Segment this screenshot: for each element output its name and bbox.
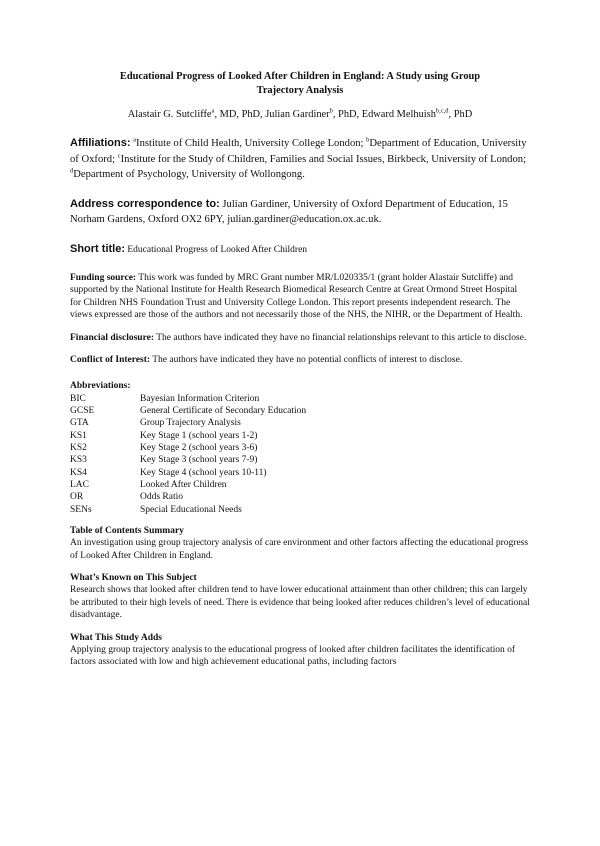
list-item <box>70 454 530 466</box>
document-page <box>0 70 600 846</box>
toc-summary-text: An investigation using group trajectory analysis of care environment and other factors affecting the educational progress of Looked After Children in England. <box>70 538 529 561</box>
title-line-1: Educational Progress of Looked After Children in England: A Study using Group <box>119 71 481 82</box>
abbr-desc: Group Trajectory Analysis <box>140 418 241 429</box>
abbr-desc: Key Stage 4 (school years 10-11) <box>140 467 267 478</box>
affil-a: Institute of Child Health, University College London; <box>136 138 367 149</box>
conflict-of-interest <box>70 354 530 366</box>
list-item <box>70 504 530 516</box>
study-adds-section <box>70 632 530 669</box>
abbreviations-heading: Abbreviations: <box>70 381 131 392</box>
abbr-desc: Key Stage 1 (school years 1-2) <box>140 430 258 441</box>
author-name: Edward Melhuish <box>361 109 436 120</box>
funding-label: Funding source: <box>70 273 137 283</box>
affiliations-label: Affiliations: <box>70 137 131 149</box>
author-affil-mark: b <box>329 107 333 115</box>
affil-mark-c: c <box>117 151 121 159</box>
abbr-code: KS1 <box>70 430 87 441</box>
abbr-code: KS3 <box>70 455 87 466</box>
list-item <box>70 442 530 454</box>
financial-label: Financial disclosure: <box>70 332 155 343</box>
abbr-desc: Special Educational Needs <box>140 504 242 515</box>
author-degrees: , PhD <box>448 109 473 120</box>
conflict-text: The authors have indicated they have no potential conflicts of interest to disclose. <box>150 355 463 366</box>
address-text: Julian Gardiner, University of Oxford Department of Education, 15 Norham Gardens, Oxford OX2 6PY, julian.gardiner@education.ox.ac.uk. <box>70 198 508 225</box>
list-item <box>70 479 530 491</box>
affil-c: Institute for the Study of Children, Families and Social Issues, Birkbeck, University of London; <box>120 153 527 165</box>
abbr-code: BIC <box>70 393 86 404</box>
abbreviations-section <box>70 380 530 515</box>
study-adds-heading: What This Study Adds <box>70 632 162 643</box>
correspondence-address <box>70 197 530 228</box>
abbr-code: GCSE <box>70 406 95 417</box>
abbreviations-list <box>70 393 530 516</box>
list-item <box>70 467 530 479</box>
list-item <box>70 393 530 405</box>
affil-mark-d: d <box>70 167 74 175</box>
affil-mark-b: b <box>366 136 370 144</box>
address-label: Address correspondence to: <box>70 197 220 210</box>
affil-mark-a: a <box>133 136 137 144</box>
financial-disclosure <box>70 332 530 344</box>
whats-known-text: Research shows that looked after children tend to have lower educational attainment than other children; this can largely be attributed to their high levels of need. There is evidence that being looked after reduces children’s level of educational disadvantage. <box>70 585 530 621</box>
toc-summary-section <box>70 525 530 562</box>
financial-text: The authors have indicated they have no financial relationships relevant to this article to disclose. <box>154 332 527 343</box>
abbr-code: KS4 <box>70 467 87 478</box>
whats-known-heading: What’s Known on This Subject <box>70 573 197 584</box>
abbr-code: KS2 <box>70 443 87 454</box>
author-list <box>70 108 530 122</box>
short-title-text: Educational Progress of Looked After Children <box>125 244 308 255</box>
abbr-desc: Looked After Children <box>140 479 227 490</box>
affil-d: Department of Psychology, University of Wollongong. <box>73 169 305 180</box>
paper-title <box>70 70 530 98</box>
abbr-desc: General Certificate of Secondary Education <box>140 406 307 417</box>
abbr-code: GTA <box>70 418 89 429</box>
author-degrees: , MD, PhD, <box>214 109 266 120</box>
author-name: Alastair G. Sutcliffe <box>127 109 212 120</box>
author-degrees: , PhD, <box>332 109 362 120</box>
abbr-desc: Key Stage 3 (school years 7-9) <box>140 455 258 466</box>
list-item <box>70 417 530 429</box>
affiliations <box>70 136 530 183</box>
author-name: Julian Gardiner <box>265 109 330 120</box>
funding-text: This work was funded by MRC Grant number MR/L020335/1 (grant holder Alastair Sutcliffe) and supported by the National Institute for Health Research Biomedical Research Centre at Great Ormond Street Hospital for Children NHS Foundation Trust and University College London. This report presents independent research. The views expressed are those of the authors and not necessarily those of the NHS, the NIHR, or the Department of Health. <box>70 273 523 321</box>
funding-source <box>70 272 530 322</box>
abbr-desc: Key Stage 2 (school years 3-6) <box>140 443 258 454</box>
list-item <box>70 491 530 503</box>
study-adds-text: Applying group trajectory analysis to the educational progress of looked after children facilitates the identification of factors associated with low and high achievement educational paths, including factors <box>70 645 516 668</box>
title-line-2: Trajectory Analysis <box>256 85 344 96</box>
toc-summary-heading: Table of Contents Summary <box>70 525 184 536</box>
abbr-code: LAC <box>70 479 89 490</box>
author-affil-mark: b,c,d <box>435 107 449 115</box>
affil-b: Department of Education, University of Oxford; <box>70 138 527 165</box>
author-affil-mark: a <box>211 107 215 115</box>
list-item <box>70 405 530 417</box>
abbr-code: OR <box>70 492 84 503</box>
conflict-label: Conflict of Interest: <box>70 355 151 366</box>
abbr-desc: Odds Ratio <box>140 492 184 503</box>
short-title <box>70 242 530 259</box>
whats-known-section <box>70 572 530 622</box>
list-item <box>70 430 530 442</box>
short-title-label: Short title: <box>70 242 125 255</box>
abbr-code: SENs <box>70 504 92 515</box>
abbr-desc: Bayesian Information Criterion <box>140 393 260 404</box>
